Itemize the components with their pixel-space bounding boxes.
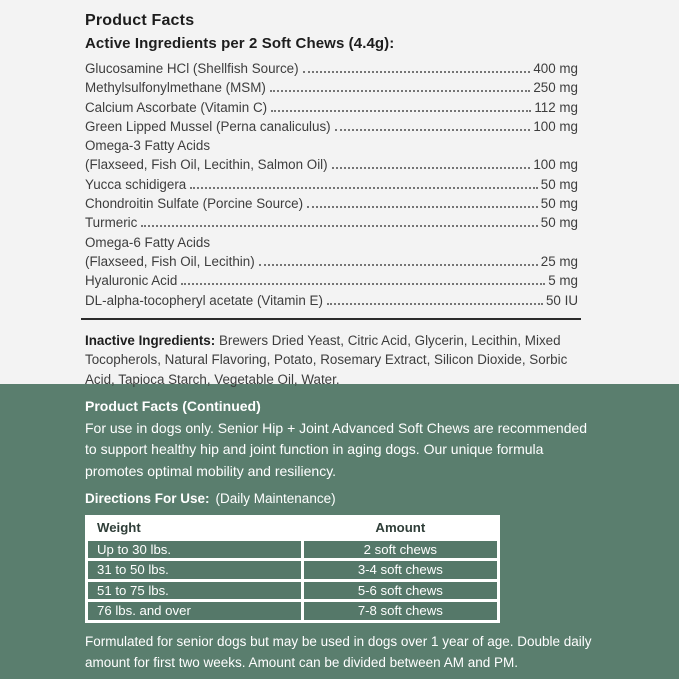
footer-note: Formulated for senior dogs but may be used in dogs over 1 year of age. Double daily amount for first two weeks. Amount can be divided between AM and PM. [85, 633, 592, 670]
ingredient-amount: 50 mg [540, 196, 578, 212]
column-header-weight: Weight [88, 518, 301, 538]
weight-cell: 51 to 75 lbs. [88, 582, 301, 600]
ingredient-amount: 100 mg [533, 157, 578, 173]
ingredient-amount: 25 mg [540, 253, 578, 269]
ingredient-amount: 250 mg [533, 80, 578, 96]
column-header-amount: Amount [304, 518, 497, 538]
active-ingredients-heading: Active Ingredients per 2 Soft Chews (4.4g): [85, 35, 395, 52]
ingredient-row [85, 252, 578, 271]
amount-cell: 2 soft chews [304, 541, 497, 559]
usage-description: For use in dogs only. Senior Hip + Joint Advanced Soft Chews are recommended to support healthy hip and joint function in aging dogs. Our unique formula promotes optimal mobility and resiliency. [85, 420, 588, 479]
dotted-leader [259, 264, 538, 266]
dotted-leader [332, 167, 531, 169]
ingredient-name: (Flaxseed, Fish Oil, Lecithin) [85, 253, 255, 269]
ingredient-name: Turmeric [85, 215, 138, 231]
ingredient-amount: 400 mg [533, 61, 578, 76]
dosage-table-row [88, 582, 497, 600]
ingredient-name: DL-alpha-tocopheryl acetate (Vitamin E) [85, 292, 323, 308]
ingredient-amount: 50 mg [540, 176, 578, 192]
weight-cell: 76 lbs. and over [88, 602, 301, 620]
ingredient-row [85, 175, 578, 194]
ingredient-row [85, 98, 578, 117]
dosage-table-row [88, 602, 497, 620]
ingredient-name: Omega-3 Fatty Acids [85, 138, 211, 154]
dosage-table [85, 515, 500, 623]
directions-label: Directions For Use: [85, 490, 210, 506]
dotted-leader [181, 283, 545, 285]
ingredient-row [85, 271, 578, 290]
directions-line [85, 490, 679, 507]
ingredient-name: Hyaluronic Acid [85, 273, 178, 289]
ingredient-amount: 50 IU [545, 292, 578, 308]
dosage-table-row [88, 541, 497, 559]
amount-cell: 7-8 soft chews [304, 602, 497, 620]
dosage-table-body [88, 541, 497, 620]
dosage-table-header [88, 518, 497, 538]
ingredient-name: Methylsulfonylmethane (MSM) [85, 80, 266, 96]
ingredient-name: (Flaxseed, Fish Oil, Lecithin, Salmon Oil) [85, 157, 328, 173]
ingredient-row [85, 291, 578, 310]
ingredient-name: Calcium Ascorbate (Vitamin C) [85, 99, 268, 115]
ingredient-row [85, 233, 578, 252]
weight-cell: 31 to 50 lbs. [88, 561, 301, 579]
ingredient-row [85, 78, 578, 97]
ingredient-row [85, 136, 578, 155]
dotted-leader [303, 71, 531, 73]
dotted-leader [271, 110, 531, 112]
page-title: Product Facts [85, 12, 195, 29]
product-facts-continued-panel [0, 384, 679, 679]
ingredient-row [85, 59, 578, 78]
ingredient-name: Omega-6 Fatty Acids [85, 234, 211, 250]
section-divider [81, 318, 581, 320]
inactive-ingredients-text: Brewers Dried Yeast, Citric Acid, Glycerin, Lecithin, Mixed Tocopherols, Natural Flavoring, Potato, Rosemary Extract, Silicon Dioxide, Sorbic Acid, Tapioca Starch, Vegetable Oil, Water. [85, 332, 568, 387]
dotted-leader [307, 206, 538, 208]
ingredient-row [85, 213, 578, 232]
ingredient-name: Glucosamine HCl (Shellfish Source) [85, 61, 299, 76]
ingredient-row [85, 155, 578, 174]
continued-title: Product Facts (Continued) [85, 398, 261, 414]
dotted-leader [190, 187, 538, 189]
amount-cell: 3-4 soft chews [304, 561, 497, 579]
ingredient-list [85, 59, 578, 310]
ingredient-name: Yucca schidigera [85, 176, 187, 192]
ingredient-amount: 100 mg [533, 118, 578, 134]
ingredient-amount: 50 mg [540, 215, 578, 231]
weight-cell: Up to 30 lbs. [88, 541, 301, 559]
dotted-leader [141, 225, 537, 227]
dosage-table-row [88, 561, 497, 579]
ingredient-name: Green Lipped Mussel (Perna canaliculus) [85, 118, 331, 134]
dotted-leader [327, 303, 543, 305]
dotted-leader [335, 129, 531, 131]
ingredient-name: Chondroitin Sulfate (Porcine Source) [85, 196, 304, 212]
ingredient-amount: 112 mg [534, 99, 578, 115]
inactive-ingredients-label: Inactive Ingredients: [85, 332, 216, 348]
amount-cell: 5-6 soft chews [304, 582, 497, 600]
inactive-ingredients [85, 331, 585, 390]
directions-note: (Daily Maintenance) [215, 490, 336, 506]
ingredient-row [85, 117, 578, 136]
ingredient-amount: 5 mg [548, 273, 578, 289]
dotted-leader [270, 90, 530, 92]
ingredient-row [85, 194, 578, 213]
